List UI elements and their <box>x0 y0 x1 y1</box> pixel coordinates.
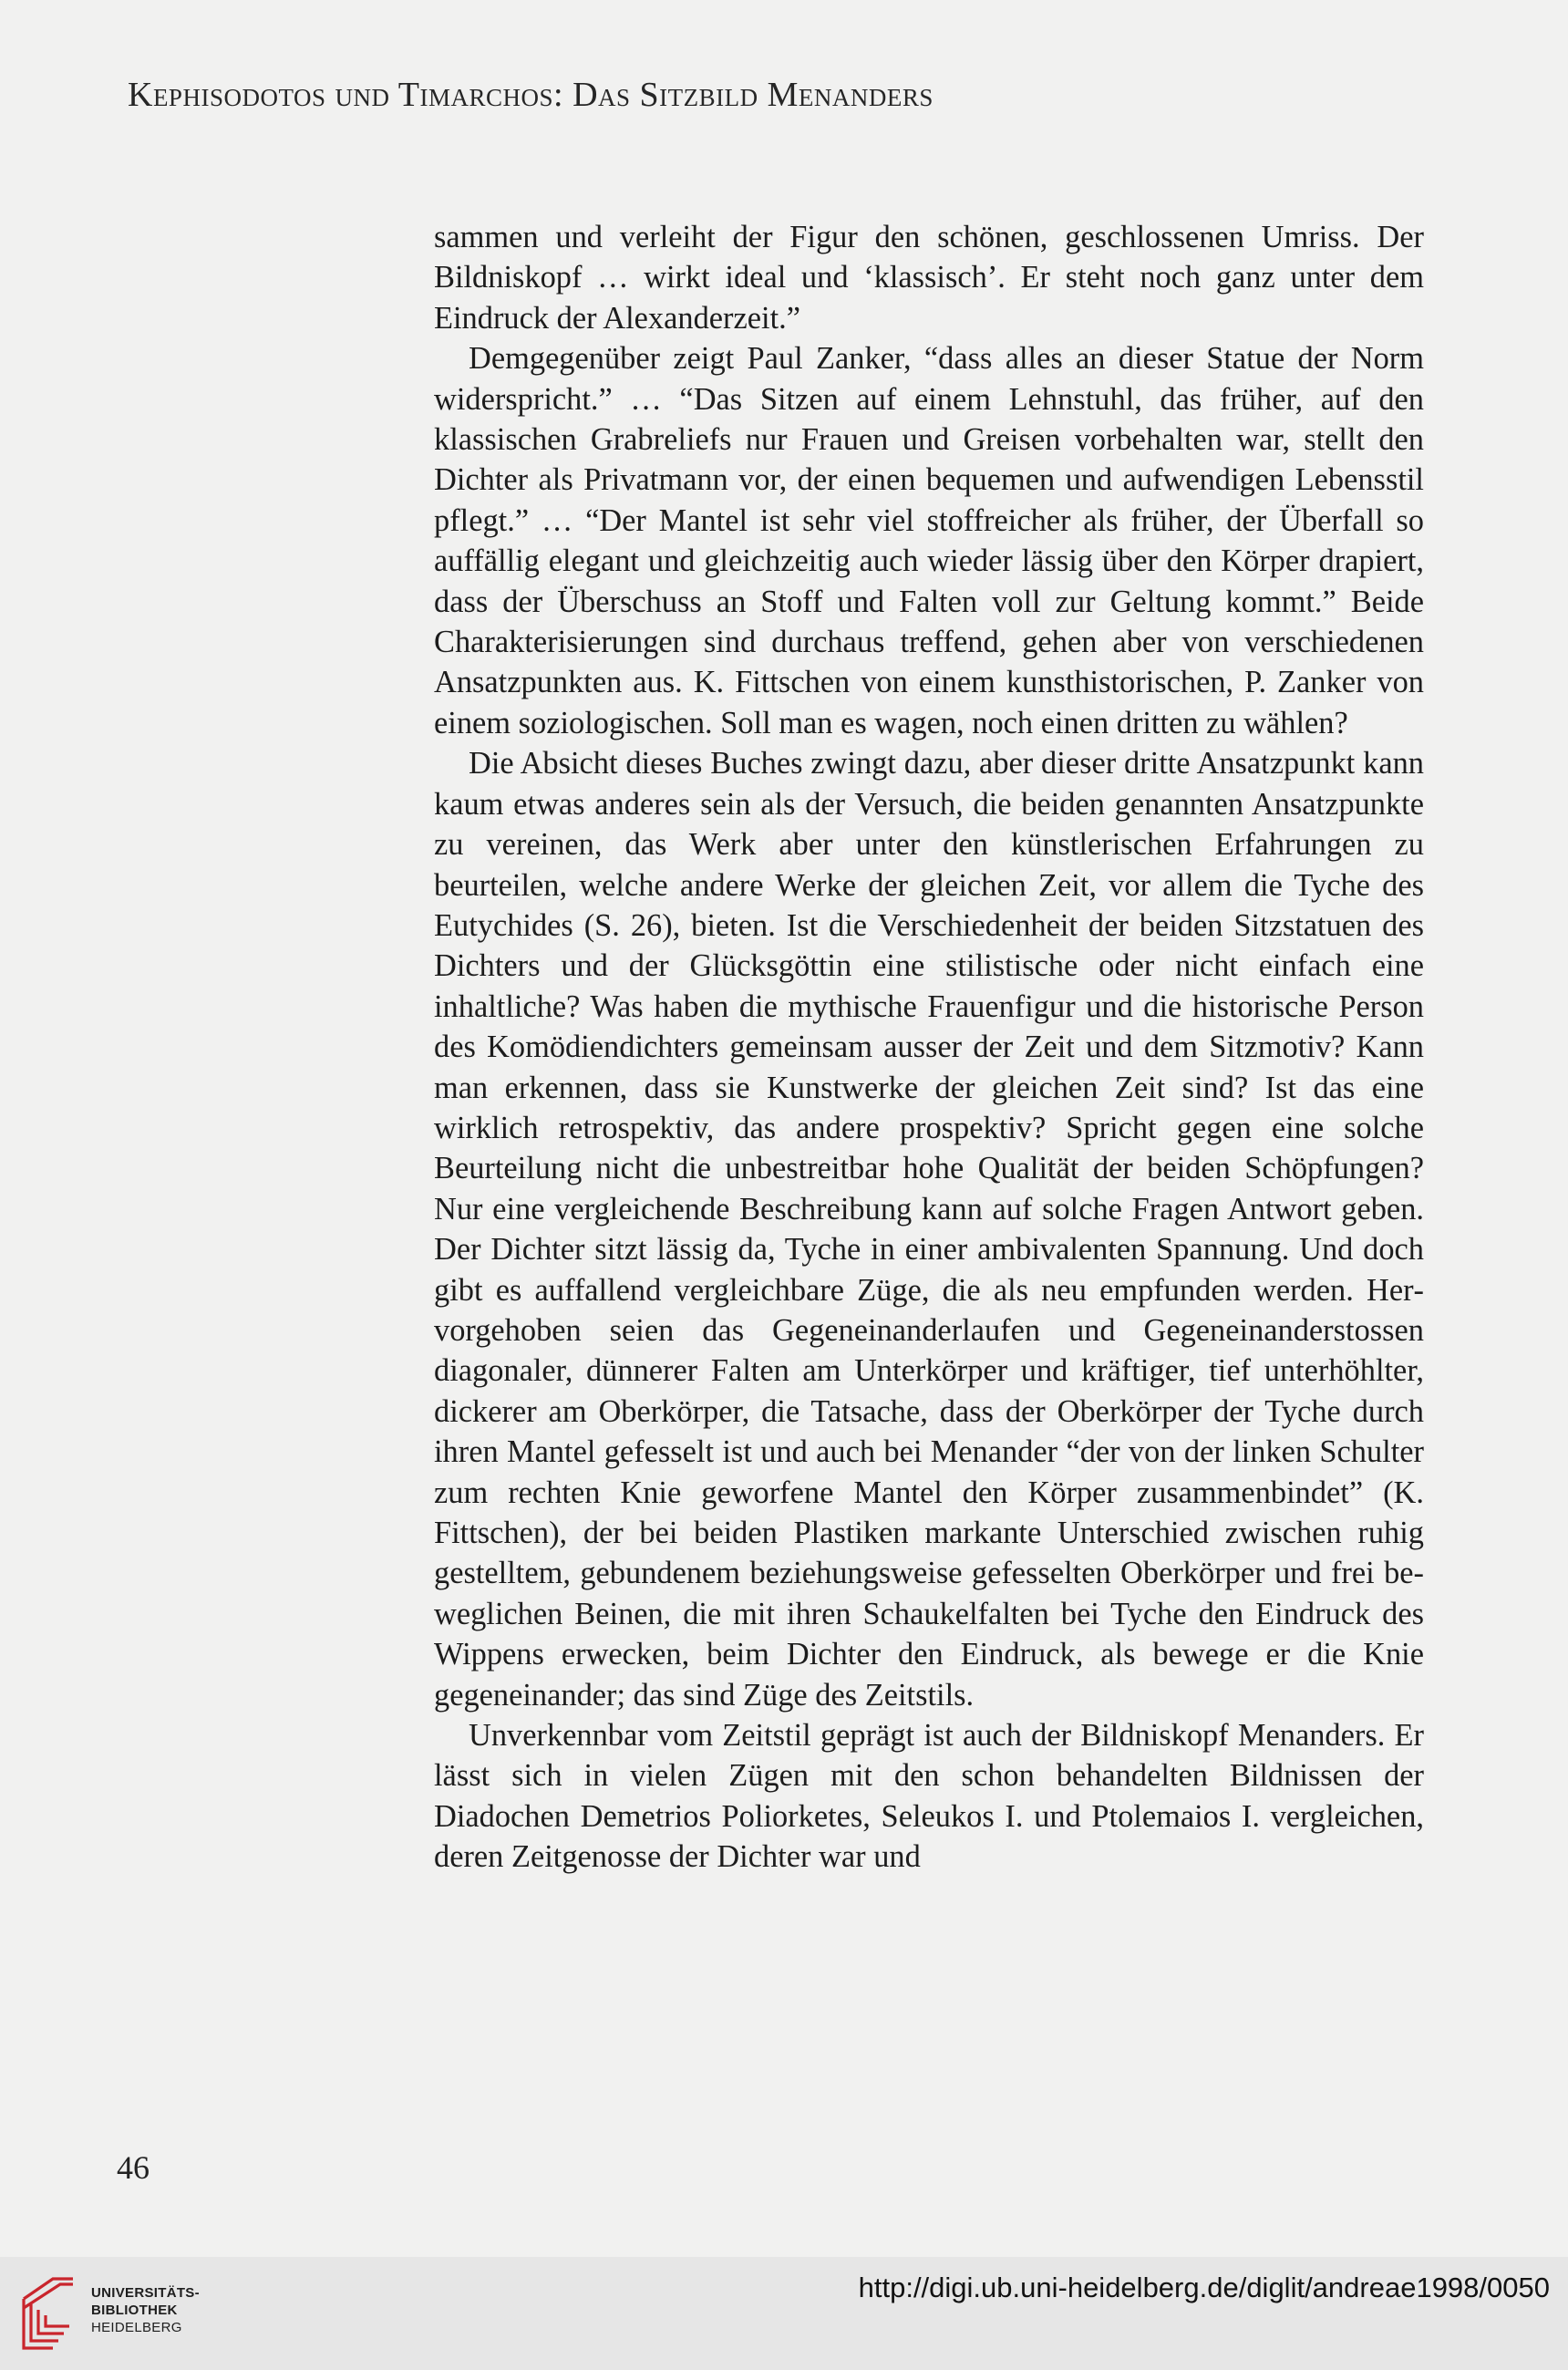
paragraph-3: Die Absicht dieses Buches zwingt dazu, aber dieser dritte Ansatzpunkt kann kaum etwas anderes sein als der Versuch, die beiden genannten Ansatzpunkte zu vereinen, das Werk aber unter den künstlerischen Erfahrungen zu beurteilen, welche andere Werke der gleichen Zeit, vor allem die Tyche des Eutychides (S. 26), bieten. Ist die Verschiedenheit der beiden Sitzstatuen des Dichters und der Glücksgöttin eine stilistische oder nicht einfach eine inhaltliche? Was haben die mythische Frauenfigur und die historische Person des Komödiendichters gemeinsam ausser der Zeit und dem Sitzmotiv? Kann man erkennen, dass sie Kunstwerke der gleichen Zeit sind? Ist das eine wirklich retrospektiv, das andere prospektiv? Spricht gegen eine solche Beurteilung nicht die unbestreitbar hohe Qualität der beiden Schöpfungen? Nur eine vergleichende Beschreibung kann auf solche Fragen Antwort geben. Der Dichter sitzt lässig da, Tyche in einer ambivalenten Spannung. Und doch gibt es auffallend vergleichbare Züge, die als neu empfunden werden. Hervorgehoben seien das Gegeneinanderlaufen und Gegeneinanderstossen diagonaler, dünnerer Falten am Unterkörper und kräftiger, tief unterhöhlter, dickerer am Oberkörper, die Tatsache, dass der Oberkörper der Tyche durch ihren Mantel gefesselt ist und auch bei Menander “der von der linken Schulter zum rechten Knie geworfene Mantel den Körper zusammenbindet” (K. Fittschen), der bei beiden Plastiken markante Unterschied zwischen ruhig gestelltem, gebundenem beziehungsweise gefesselten Oberkörper und frei beweglichen Beinen, die mit ihren Schaukelfalten bei Tyche den Eindruck des Wippens erwecken, beim Dichter den Eindruck, als bewege er die Knie gegeneinander; das sind Züge des Zeitstils. <box>434 746 1424 1713</box>
digitization-footer <box>0 2257 1568 2370</box>
paragraph-4: Unverkennbar vom Zeitstil geprägt ist auch der Bildniskopf Menanders. Er lässt sich in vielen Zügen mit den schon behandelten Bildnissen der Diadochen Demetrios Poliorketes, Seleukos I. und Ptolemaios I. vergleichen, deren Zeitgenosse der Dichter war und <box>434 1718 1424 1875</box>
source-url-link[interactable]: http://digi.ub.uni-heidelberg.de/diglit/andreae1998/0050 <box>858 2272 1550 2303</box>
paragraph-2: Demgegenüber zeigt Paul Zanker, “dass alles an dieser Statue der Norm widerspricht.” … “Das Sitzen auf einem Lehnstuhl, das früher, auf den klassischen Grabreliefs nur Frauen und Greisen vorbehalten war, stellt den Dichter als Privatmann vor, der einen bequemen und aufwendigen Lebensstil pflegt.” … “Der Mantel ist sehr viel stoffreicher als früher, der Überfall so auffällig elegant und gleichzeitig auch wieder lässig über den Körper drapiert, dass der Überschuss an Stoff und Falten voll zur Geltung kommt.” Beide Charakterisierungen sind durchaus treffend, gehen aber von verschiedenen Ansatzpunkten aus. K. Fittschen von einem kunsthistorischen, P. Zanker von einem soziologischen. Soll man es wagen, noch einen dritten zu wählen? <box>434 341 1424 740</box>
paragraph-1: sammen und verleiht der Figur den schönen, geschlossenen Umriss. Der Bildniskopf … wirkt ideal und ‘klassisch’. Er steht noch ganz unter dem Eindruck der Alexanderzeit.” <box>434 220 1424 336</box>
library-logo-icon <box>16 2272 80 2355</box>
library-name <box>91 2284 200 2336</box>
library-name-line-2: BIBLIOTHEK <box>91 2303 178 2318</box>
page-number: 46 <box>117 2149 150 2186</box>
body-text <box>434 217 1424 1878</box>
library-name-line-3: HEIDELBERG <box>91 2320 182 2335</box>
library-name-line-1: UNIVERSITÄTS- <box>91 2285 200 2301</box>
running-head: Kephisodotos und Timarchos: Das Sitzbild Menanders <box>128 76 934 114</box>
